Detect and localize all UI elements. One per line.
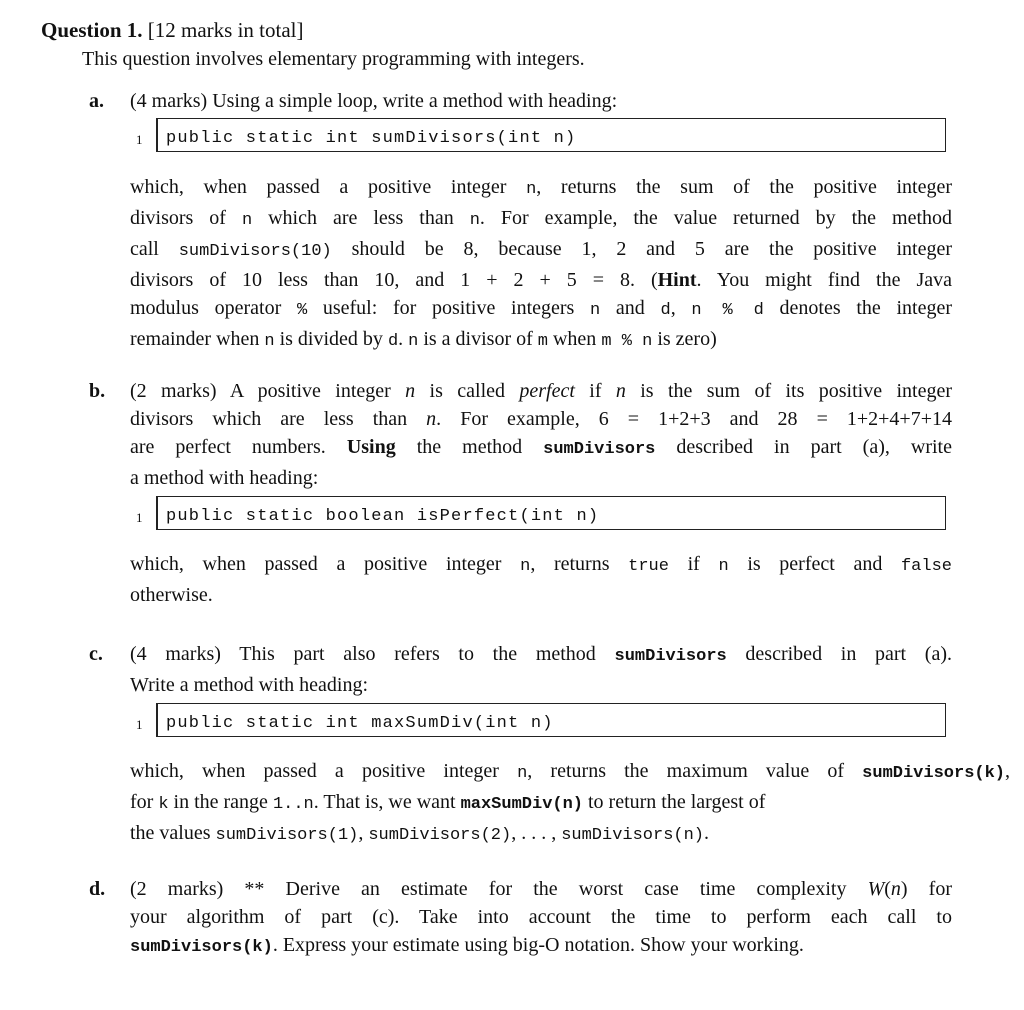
part-b-after — [130, 550, 952, 609]
part-d-line-1: (2 marks) ** Derive an estimate for the worst case time complexity W(n) for — [130, 878, 952, 900]
part-a-line-1: which, when passed a positive integer n, returns the sum of the positive integer — [130, 176, 952, 199]
part-a-line-2: divisors of n which are less than n. For example, the value returned by the method — [130, 207, 952, 230]
part-b-label: b. — [89, 380, 106, 402]
part-c-label: c. — [89, 643, 103, 665]
question-marks: [12 marks in total] — [147, 18, 304, 42]
part-b-description — [130, 377, 952, 492]
part-c-after-line-2: for k in the range 1..n. That is, we want maxSumDiv(n) to return the largest of — [130, 791, 766, 814]
part-c-after-line-1: which, when passed a positive integer n, returns the maximum value of sumDivisors(k), — [130, 760, 1010, 783]
part-c-line-1: (4 marks) This part also refers to the method sumDivisors described in part (a). — [130, 643, 953, 666]
code-block-isPerfect — [136, 496, 948, 532]
part-b-line-1: (2 marks) A positive integer n is called perfect if n is the sum of its positive integer — [130, 380, 953, 402]
part-d-line-2: your algorithm of part (c). Take into account the time to perform each call to — [130, 906, 952, 928]
part-a-prompt — [130, 87, 952, 115]
part-a-prompt-text: Using a simple loop, write a method with heading: — [212, 90, 618, 112]
part-b-line-2: divisors which are less than n. For example, 6 = 1+2+3 and 28 = 1+2+4+7+14 — [130, 408, 952, 430]
part-a-line-3: call sumDivisors(10) should be 8, because 1, 2 and 5 are the positive integer — [130, 238, 952, 261]
code-block-maxSumDiv — [136, 703, 948, 739]
part-d-description — [130, 875, 952, 962]
part-d-label: d. — [89, 878, 106, 900]
part-a-marks: (4 marks) — [130, 90, 208, 112]
part-c-after-line-3: the values sumDivisors(1), sumDivisors(2), . . . , sumDivisors(n). — [130, 822, 710, 845]
part-c-after — [130, 757, 1010, 850]
part-a-description — [130, 173, 952, 356]
question-intro: This question involves elementary programming with integers. — [82, 48, 585, 70]
part-b-line-3: are perfect numbers. Using the method sumDivisors described in part (a), write — [130, 436, 952, 459]
code-line-number: 1 — [136, 717, 143, 732]
part-b-after-line-1: which, when passed a positive integer n, returns true if n is perfect and false — [130, 553, 952, 576]
part-b-line-4: a method with heading: — [130, 467, 319, 489]
question-number: Question 1. — [41, 18, 143, 42]
part-c-description — [130, 640, 952, 699]
question-title — [41, 16, 303, 44]
part-a-line-4: divisors of 10 less than 10, and 1 + 2 + 5 = 8. (Hint. You might find the Java — [130, 269, 952, 291]
part-d-line-3: sumDivisors(k). Express your estimate using big-O notation. Show your working. — [130, 934, 804, 957]
code-line-number: 1 — [136, 132, 143, 147]
code-block-sumDivisors — [136, 118, 948, 154]
part-a-label: a. — [89, 90, 104, 112]
code-sumDivisors-heading: public static int sumDivisors(int n) — [156, 118, 946, 152]
part-a-line-5: modulus operator % useful: for positive integers n and d, n % d denotes the integer — [130, 297, 952, 320]
part-b-after-line-2: otherwise. — [130, 584, 213, 606]
code-line-number: 1 — [136, 510, 143, 525]
part-a-line-6: remainder when n is divided by d. n is a divisor of m when m % n is zero) — [130, 328, 717, 351]
part-c-line-2: Write a method with heading: — [130, 674, 369, 696]
code-maxSumDiv-heading: public static int maxSumDiv(int n) — [156, 703, 946, 737]
code-isPerfect-heading: public static boolean isPerfect(int n) — [156, 496, 946, 530]
